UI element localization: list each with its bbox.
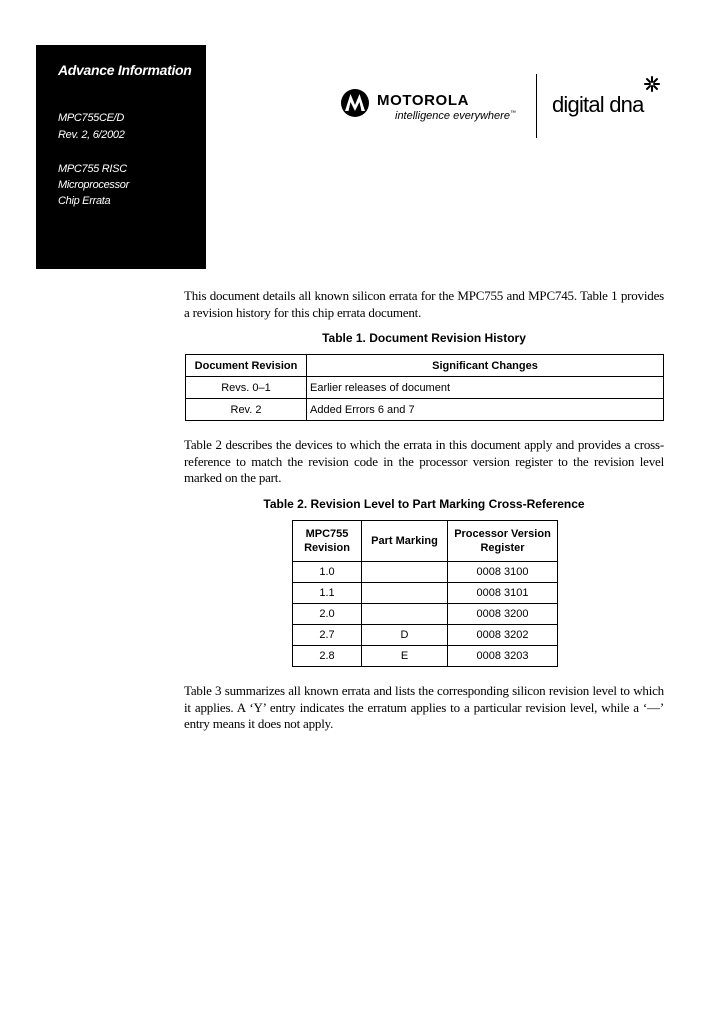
table-cell: 0008 3203 xyxy=(448,646,558,667)
table2-intro-paragraph: Table 2 describes the devices to which the errata in this document apply and provides a cross-reference to match the revision code in the processor version register to the revision level marked on the part. xyxy=(184,437,664,485)
revision-history-table xyxy=(185,354,664,421)
table-cell xyxy=(362,583,448,604)
table-cell: Rev. 2 xyxy=(186,399,307,421)
tagline-text: intelligence everywhere xyxy=(395,110,510,122)
table2-caption: Table 2. Revision Level to Part Marking Cross-Reference xyxy=(263,497,585,511)
motorola-batwing-icon xyxy=(340,88,370,118)
table-cell: 2.7 xyxy=(293,625,362,646)
table1-caption: Table 1. Document Revision History xyxy=(322,331,526,345)
table-row xyxy=(293,562,558,583)
brand-divider xyxy=(536,74,537,138)
table-row xyxy=(186,377,664,399)
document-revision: Rev. 2, 6/2002 xyxy=(58,129,125,141)
table-cell: 0008 3200 xyxy=(448,604,558,625)
table-row xyxy=(293,646,558,667)
table-cell: Earlier releases of document xyxy=(307,377,664,399)
digital-dna-wordmark: digital dna xyxy=(552,92,644,117)
table3-intro-paragraph: Table 3 summarizes all known errata and lists the corresponding silicon revision level to which it applies. A ‘Y’ entry indicates the erratum applies to a particular revision level, while a ‘—’ entry means it does not apply. xyxy=(184,683,664,731)
brand-header xyxy=(340,72,670,142)
table-cell: 2.0 xyxy=(293,604,362,625)
table-row xyxy=(293,604,558,625)
table-cell: Revs. 0–1 xyxy=(186,377,307,399)
sidebar-panel xyxy=(36,45,206,269)
table-cell: 0008 3101 xyxy=(448,583,558,604)
table-cell: 1.0 xyxy=(293,562,362,583)
table-cell: 2.8 xyxy=(293,646,362,667)
table-cell: E xyxy=(362,646,448,667)
dna-asterisk-icon xyxy=(643,75,661,93)
table-cell xyxy=(362,562,448,583)
column-header: Processor Version Register xyxy=(448,521,558,562)
cross-reference-table xyxy=(292,520,558,667)
brand-tagline xyxy=(395,110,516,122)
motorola-wordmark: MOTOROLA xyxy=(377,92,470,109)
table-cell xyxy=(362,604,448,625)
product-line-1: MPC755 RISC xyxy=(58,163,127,175)
table-cell: 0008 3202 xyxy=(448,625,558,646)
table-row xyxy=(293,583,558,604)
table-row xyxy=(293,625,558,646)
intro-paragraph: This document details all known silicon errata for the MPC755 and MPC745. Table 1 provides a revision history for this chip errata document. xyxy=(184,288,664,320)
table-cell: 0008 3100 xyxy=(448,562,558,583)
table-cell: D xyxy=(362,625,448,646)
trademark-symbol: ™ xyxy=(509,110,516,117)
column-header: Part Marking xyxy=(362,521,448,562)
table-header-row xyxy=(186,355,664,377)
product-line-2: Microprocessor xyxy=(58,179,129,191)
column-header: MPC755 Revision xyxy=(293,521,362,562)
table-cell: 1.1 xyxy=(293,583,362,604)
table-cell: Added Errors 6 and 7 xyxy=(307,399,664,421)
document-id: MPC755CE/D xyxy=(58,112,125,124)
column-header: Significant Changes xyxy=(307,355,664,377)
table-header-row xyxy=(293,521,558,562)
product-line-3: Chip Errata xyxy=(58,195,111,207)
advance-information-title: Advance Information xyxy=(58,62,192,78)
column-header: Document Revision xyxy=(186,355,307,377)
table-row xyxy=(186,399,664,421)
